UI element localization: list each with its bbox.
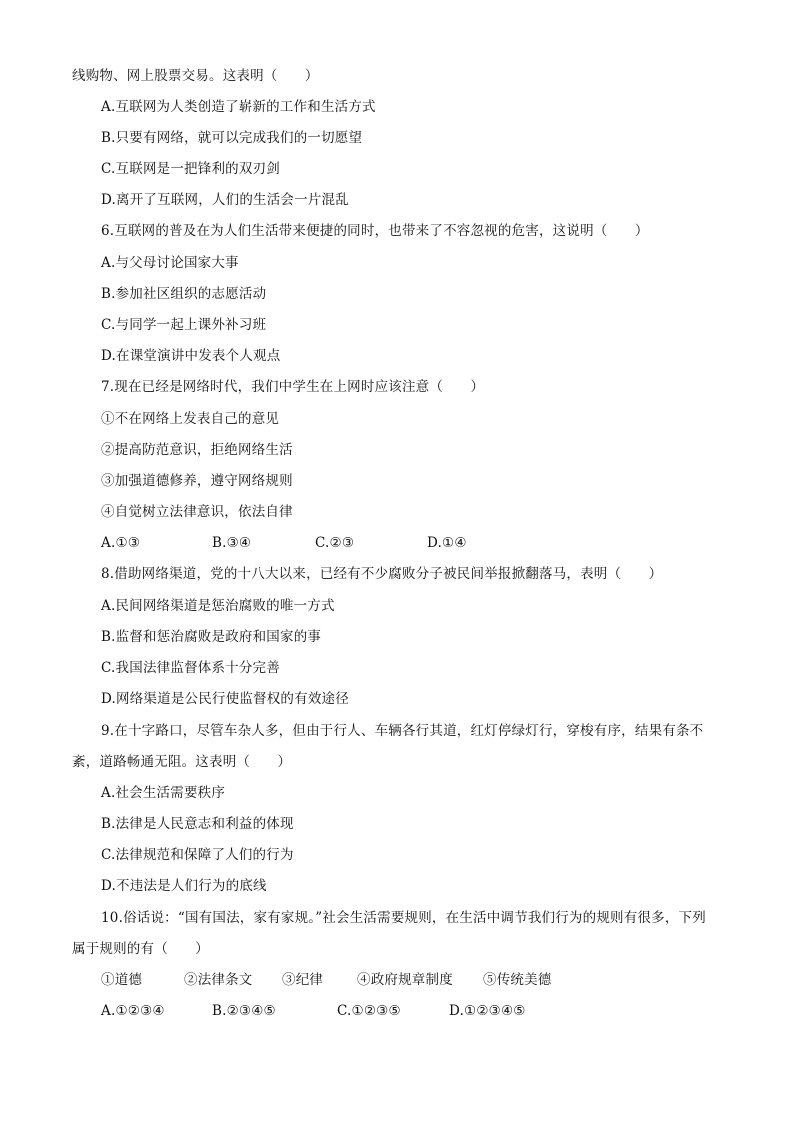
q10-item-4: ④政府规章制度 bbox=[357, 972, 453, 988]
q10-item-2: ②法律条文 bbox=[184, 972, 253, 988]
q9-stem-line-1: 9.在十字路口，尽管车杂人多，但由于行人、车辆各行其道，红灯停绿灯行，穿梭有序，结果有条不 bbox=[101, 723, 704, 739]
q7-option-c: C.②③ bbox=[315, 535, 355, 551]
q9-option-c: C.法律规范和保障了人们的行为 bbox=[101, 847, 294, 863]
q10-option-d: D.①②③④⑤ bbox=[449, 1003, 526, 1019]
q5-stem-tail: 线购物、网上股票交易。这表明（ ） bbox=[72, 68, 319, 84]
q10-stem-line-2: 属于规则的有（ ） bbox=[72, 941, 209, 957]
q5-option-b: B.只要有网络，就可以完成我们的一切愿望 bbox=[101, 130, 363, 146]
q7-stem: 7.现在已经是网络时代，我们中学生在上网时应该注意（ ） bbox=[101, 379, 485, 395]
q6-option-d: D.在课堂演讲中发表个人观点 bbox=[101, 348, 281, 364]
q10-stem-line-1: 10.俗话说：“国有国法，家有家规。”社会生活需要规则，在生活中调节我们行为的规则有很多，下列 bbox=[101, 910, 706, 926]
q8-option-a: A.民间网络渠道是惩治腐败的唯一方式 bbox=[101, 598, 335, 614]
q5-option-c: C.互联网是一把锋利的双刃剑 bbox=[101, 161, 280, 177]
q10-option-c: C.①②③⑤ bbox=[337, 1003, 401, 1019]
q10-option-b: B.②③④⑤ bbox=[212, 1003, 276, 1019]
q9-option-a: A.社会生活需要秩序 bbox=[101, 785, 226, 801]
q7-item-2: ②提高防范意识，拒绝网络生活 bbox=[101, 442, 293, 458]
q8-stem: 8.借助网络渠道，党的十八大以来，已经有不少腐败分子被民间举报掀翻落马，表明（ ） bbox=[101, 566, 663, 582]
q7-option-d: D.①④ bbox=[427, 535, 467, 551]
q10-option-a: A.①②③④ bbox=[101, 1003, 165, 1019]
q7-option-b: B.③④ bbox=[212, 535, 252, 551]
q6-option-c: C.与同学一起上课外补习班 bbox=[101, 317, 267, 333]
q10-item-1: ①道德 bbox=[101, 972, 143, 988]
q7-item-4: ④自觉树立法律意识，依法自律 bbox=[101, 504, 293, 520]
q7-item-3: ③加强道德修养，遵守网络规则 bbox=[101, 473, 293, 489]
q9-option-b: B.法律是人民意志和利益的体现 bbox=[101, 816, 294, 832]
q8-option-c: C.我国法律监督体系十分完善 bbox=[101, 660, 280, 676]
q7-option-a: A.①③ bbox=[101, 535, 141, 551]
q10-item-3: ③纪律 bbox=[282, 972, 324, 988]
q8-option-d: D.网络渠道是公民行使监督权的有效途径 bbox=[101, 691, 349, 707]
q6-option-b: B.参加社区组织的志愿活动 bbox=[101, 286, 267, 302]
q6-option-a: A.与父母讨论国家大事 bbox=[101, 255, 239, 271]
q5-option-a: A.互联网为人类创造了崭新的工作和生活方式 bbox=[101, 99, 376, 115]
q6-stem: 6.互联网的普及在为人们生活带来便捷的同时，也带来了不容忽视的危害，这说明（ ） bbox=[101, 223, 649, 239]
q9-stem-line-2: 紊，道路畅通无阻。这表明（ ） bbox=[72, 754, 292, 770]
q5-option-d: D.离开了互联网，人们的生活会一片混乱 bbox=[101, 192, 349, 208]
q8-option-b: B.监督和惩治腐败是政府和国家的事 bbox=[101, 629, 322, 645]
q7-item-1: ①不在网络上发表自己的意见 bbox=[101, 411, 280, 427]
q9-option-d: D.不违法是人们行为的底线 bbox=[101, 878, 267, 894]
q10-item-5: ⑤传统美德 bbox=[483, 972, 552, 988]
